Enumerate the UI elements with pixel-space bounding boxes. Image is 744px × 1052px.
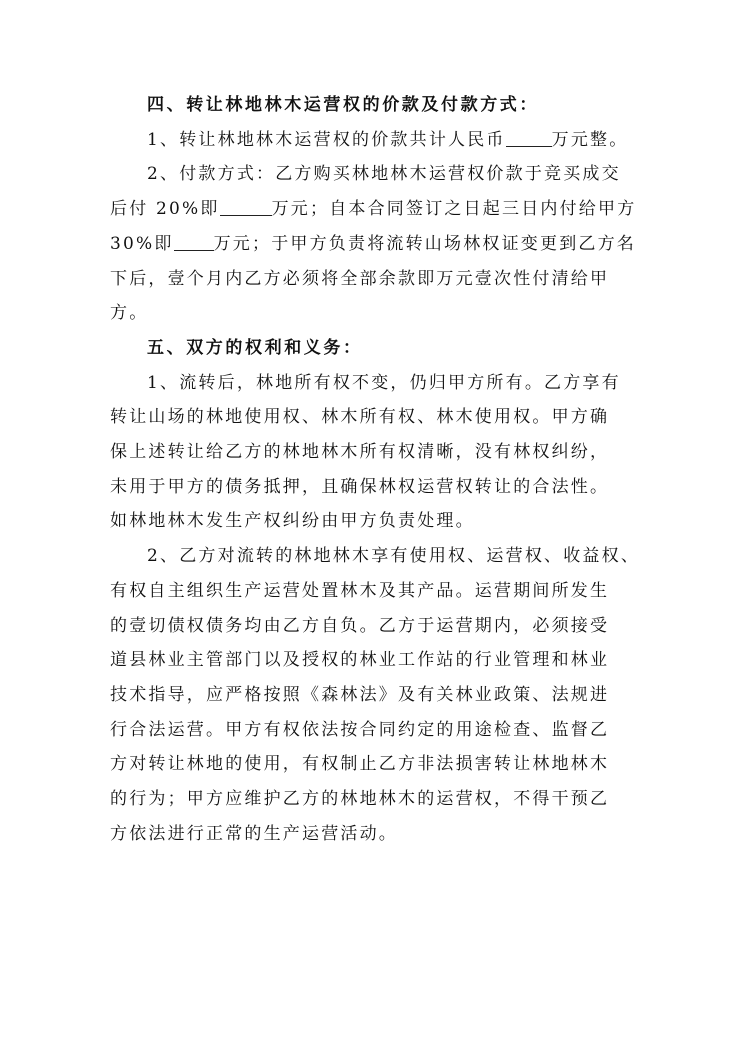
section-5-heading: 五、双方的权利和义务： (147, 337, 363, 358)
payment-line-2 (110, 192, 637, 227)
section-4-item-1 (110, 123, 634, 158)
rights-para-2-line: 有权自主组织生产运营处置林木及其产品。运营期间所发生 (110, 580, 610, 601)
rights-para-2-line: 2、乙方对流转的林地林木享有使用权、运营权、收益权、 (147, 546, 641, 567)
payment-line-1: 2、付款方式：乙方购买林地林木运营权价款于竞买成交 (147, 164, 621, 185)
payment-30-text: 30%即 (110, 233, 174, 254)
document-body (110, 88, 641, 851)
rights-para-1-line: 转让山场的林地使用权、林木所有权、林木使用权。甲方确 (110, 407, 610, 428)
payment-30-after-text: 万元；于甲方负责将流转山场林权证变更到乙方名 (213, 233, 636, 254)
rights-para-1-line: 保上述转让给乙方的林地林木所有权清晰，没有林权纠纷， (110, 442, 610, 463)
section-4-heading: 四、转让林地林木运营权的价款及付款方式： (147, 95, 539, 115)
rights-para-2-line: 技术指导，应严格按照《森林法》及有关林业政策、法规进 (110, 684, 610, 705)
payment-20-blank (220, 197, 272, 216)
rights-para-1-line: 未用于甲方的债务抵押，且确保林权运营权转让的合法性。 (110, 476, 610, 497)
rights-para-1-line: 1、流转后，林地所有权不变，仍归甲方所有。乙方享有 (147, 372, 621, 393)
payment-20-after-text: 万元；自本合同签订之日起三日内付给甲方 (271, 199, 637, 220)
price-text: 1、转让林地林木运营权的价款共计人民币 (147, 129, 506, 150)
payment-20-text: 后付 20%即 (110, 199, 220, 220)
payment-line-4: 下后，壹个月内乙方必须将全部余款即万元壹次性付清给甲 (110, 268, 610, 289)
payment-30-blank (174, 232, 214, 251)
rights-para-2-line: 道县林业主管部门以及授权的林业工作站的行业管理和林业 (110, 650, 610, 671)
rights-para-2-line: 方对转让林地的使用，有权制止乙方非法损害转让林地林木 (110, 754, 610, 775)
rights-para-1-line: 如林地林木发生产权纠纷由甲方负责处理。 (110, 511, 475, 532)
rights-para-2-line: 的壹切债权债务均由乙方自负。乙方于运营期内，必须接受 (110, 615, 610, 636)
rights-para-2-line: 的行为；甲方应维护乙方的林地林木的运营权，不得干预乙 (110, 789, 610, 810)
payment-line-5: 方。 (110, 303, 149, 324)
payment-line-3 (110, 227, 634, 262)
rights-para-2-line: 行合法运营。甲方有权依法按合同约定的用途检查、监督乙 (110, 719, 610, 740)
price-unit-text: 万元整。 (551, 129, 629, 150)
price-blank (506, 128, 552, 147)
rights-para-2-line: 方依法进行正常的生产运营活动。 (110, 823, 398, 844)
